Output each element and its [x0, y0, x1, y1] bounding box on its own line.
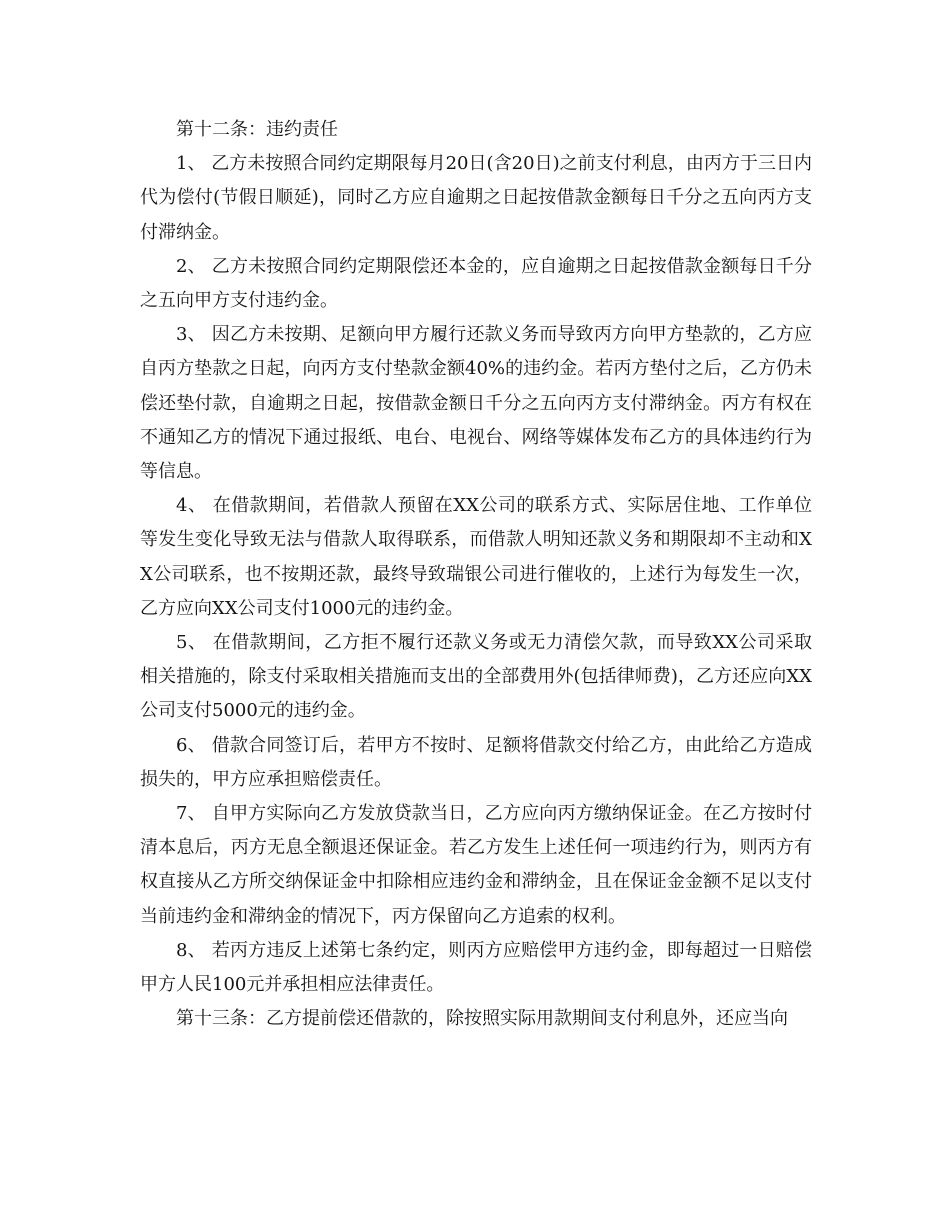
clause-8-paragraph: 8、 若丙方违反上述第七条约定，则丙方应赔偿甲方违约金，即每超过一日赔偿甲方人民100元并承担相应法律责任。: [140, 939, 812, 996]
article-12-heading: 第十二条：违约责任: [176, 119, 338, 140]
clause-6-paragraph: 6、 借款合同签订后，若甲方不按时、足额将借款交付给乙方，由此给乙方造成损失的，甲方应承担赔偿责任。: [140, 734, 812, 790]
clause-7-paragraph: 7、 自甲方实际向乙方发放贷款当日，乙方应向丙方缴纳保证金。在乙方按时付清本息后，丙方无息全额退还保证金。若乙方发生上述任何一项违约行为，则丙方有权直接从乙方所交纳保证金中扣除相应违约金和滞纳金，且在保证金金额不足以支付当前违约金和滞纳金的情况下，丙方保留向乙方追索的权利。: [140, 803, 812, 927]
clause-4-paragraph: 4、 在借款期间，若借款人预留在XX公司的联系方式、实际居住地、工作单位等发生变化导致无法与借款人取得联系，而借款人明知还款义务和期限却不主动和XX公司联系，也不按期还款，最终导致瑞银公司进行催收的，上述行为每发生一次，乙方应向XX公司支付1000元的违约金。: [140, 495, 812, 619]
clause-1-paragraph: 1、 乙方未按照合同约定期限每月20日(含20日)之前支付利息，由丙方于三日内代为偿付(节假日顺延)，同时乙方应自逾期之日起按借款金额每日千分之五向丙方支付滞纳金。: [140, 153, 812, 243]
article-13-paragraph: 第十三条：乙方提前偿还借款的，除按照实际用款期间支付利息外，还应当向: [176, 1008, 788, 1030]
document-body: [140, 113, 812, 1036]
clause-3-paragraph: 3、 因乙方未按期、足额向甲方履行还款义务而导致丙方向甲方垫款的，乙方应自丙方垫款之日起，向丙方支付垫款金额40%的违约金。若丙方垫付之后，乙方仍未偿还垫付款，自逾期之日起，按借款金额日千分之五向丙方支付滞纳金。丙方有权在不通知乙方的情况下通过报纸、电台、电视台、网络等媒体发布乙方的具体违约行为等信息。: [140, 324, 812, 483]
clause-5-paragraph: 5、 在借款期间，乙方拒不履行还款义务或无力清偿欠款，而导致XX公司采取相关措施的，除支付采取相关措施而支出的全部费用外(包括律师费)，乙方还应向XX公司支付5000元的违约金。: [140, 632, 812, 722]
clause-2-paragraph: 2、 乙方未按照合同约定期限偿还本金的，应自逾期之日起按借款金额每日千分之五向甲方支付违约金。: [140, 255, 812, 312]
